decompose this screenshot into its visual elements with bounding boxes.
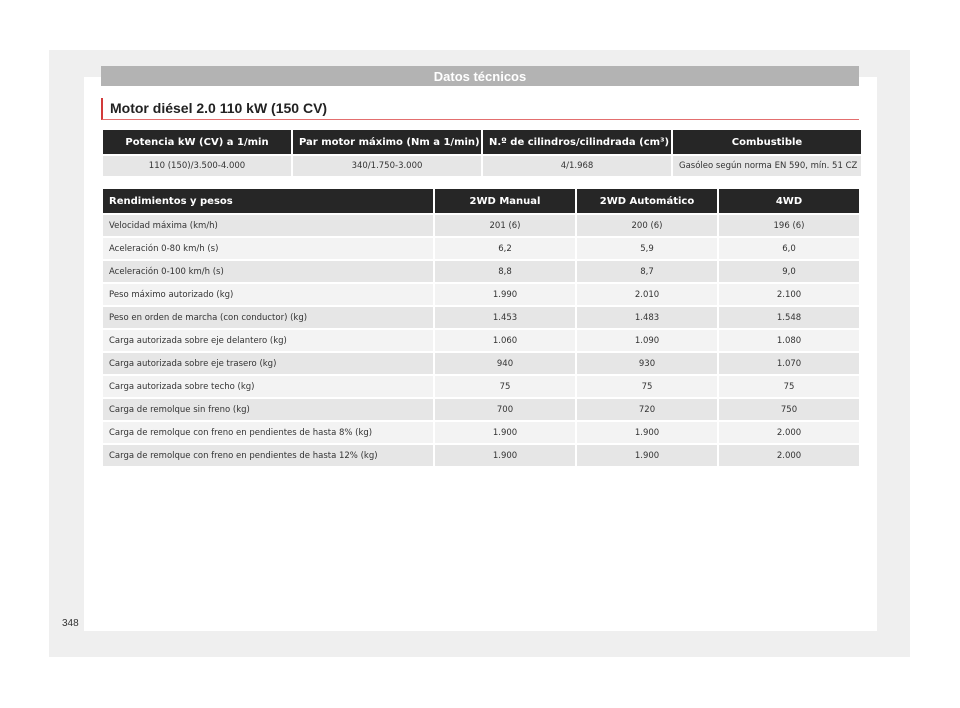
column-header: 4WD <box>719 189 859 213</box>
column-header: Par motor máximo (Nm a 1/min) <box>293 130 481 154</box>
page-number: 348 <box>62 618 79 629</box>
table-row <box>103 282 859 305</box>
table-cell: 1.990 <box>435 282 575 305</box>
table-row <box>103 443 859 466</box>
table-row <box>103 397 859 420</box>
table-row <box>103 154 861 176</box>
table-cell: 1.900 <box>435 443 575 466</box>
table-cell: 1.483 <box>577 305 717 328</box>
table-row <box>103 236 859 259</box>
table-row <box>103 259 859 282</box>
table-cell: 700 <box>435 397 575 420</box>
column-header: Combustible <box>673 130 861 154</box>
table-row <box>103 420 859 443</box>
row-label: Carga de remolque con freno en pendientes de hasta 12% (kg) <box>103 443 433 466</box>
table-row <box>103 351 859 374</box>
table-cell: 2.000 <box>719 420 859 443</box>
table-cell: 8,7 <box>577 259 717 282</box>
table-cell: 750 <box>719 397 859 420</box>
table-cell: 720 <box>577 397 717 420</box>
column-header: Potencia kW (CV) a 1/min <box>103 130 291 154</box>
table-cell: 1.090 <box>577 328 717 351</box>
table-cell: 200 (6) <box>577 213 717 236</box>
chapter-header <box>101 66 859 86</box>
table-cell: 340/1.750-3.000 <box>293 154 481 176</box>
row-label: Carga autorizada sobre eje trasero (kg) <box>103 351 433 374</box>
row-label: Peso en orden de marcha (con conductor) (kg) <box>103 305 433 328</box>
table-cell: 6,0 <box>719 236 859 259</box>
table-cell: 2.000 <box>719 443 859 466</box>
table-header-row <box>103 189 859 213</box>
table-cell: 1.900 <box>435 420 575 443</box>
table-cell: 110 (150)/3.500-4.000 <box>103 154 291 176</box>
table-cell: 5,9 <box>577 236 717 259</box>
row-label: Carga de remolque con freno en pendientes de hasta 8% (kg) <box>103 420 433 443</box>
engine-specs-table <box>101 130 863 176</box>
column-header: N.º de cilindros/cilindrada (cm³) <box>483 130 671 154</box>
table-cell: 4/1.968 <box>483 154 671 176</box>
table-header-row <box>103 130 861 154</box>
row-label: Carga autorizada sobre eje delantero (kg) <box>103 328 433 351</box>
row-label: Carga de remolque sin freno (kg) <box>103 397 433 420</box>
table-cell: 1.080 <box>719 328 859 351</box>
performance-weights-table <box>101 189 861 466</box>
section-title: Motor diésel 2.0 110 kW (150 CV) <box>101 98 859 120</box>
table-cell: 196 (6) <box>719 213 859 236</box>
row-label: Peso máximo autorizado (kg) <box>103 282 433 305</box>
table-cell: Gasóleo según norma EN 590, mín. 51 CZ <box>673 154 861 176</box>
chapter-title: Datos técnicos <box>433 68 527 84</box>
table-cell: 2.100 <box>719 282 859 305</box>
table-cell: 1.453 <box>435 305 575 328</box>
row-label: Velocidad máxima (km/h) <box>103 213 433 236</box>
table-cell: 75 <box>435 374 575 397</box>
column-header: Rendimientos y pesos <box>103 189 433 213</box>
table-cell: 1.060 <box>435 328 575 351</box>
table-cell: 1.070 <box>719 351 859 374</box>
column-header: 2WD Automático <box>577 189 717 213</box>
table-cell: 1.900 <box>577 420 717 443</box>
table-cell: 1.900 <box>577 443 717 466</box>
table-cell: 75 <box>719 374 859 397</box>
table-cell: 8,8 <box>435 259 575 282</box>
column-header: 2WD Manual <box>435 189 575 213</box>
table-row <box>103 305 859 328</box>
table-cell: 6,2 <box>435 236 575 259</box>
table-cell: 75 <box>577 374 717 397</box>
table-row <box>103 374 859 397</box>
row-label: Carga autorizada sobre techo (kg) <box>103 374 433 397</box>
table-cell: 9,0 <box>719 259 859 282</box>
table-row <box>103 328 859 351</box>
table-cell: 940 <box>435 351 575 374</box>
table-row <box>103 213 859 236</box>
table-cell: 1.548 <box>719 305 859 328</box>
table-cell: 201 (6) <box>435 213 575 236</box>
table-cell: 930 <box>577 351 717 374</box>
row-label: Aceleración 0-100 km/h (s) <box>103 259 433 282</box>
table-cell: 2.010 <box>577 282 717 305</box>
row-label: Aceleración 0-80 km/h (s) <box>103 236 433 259</box>
